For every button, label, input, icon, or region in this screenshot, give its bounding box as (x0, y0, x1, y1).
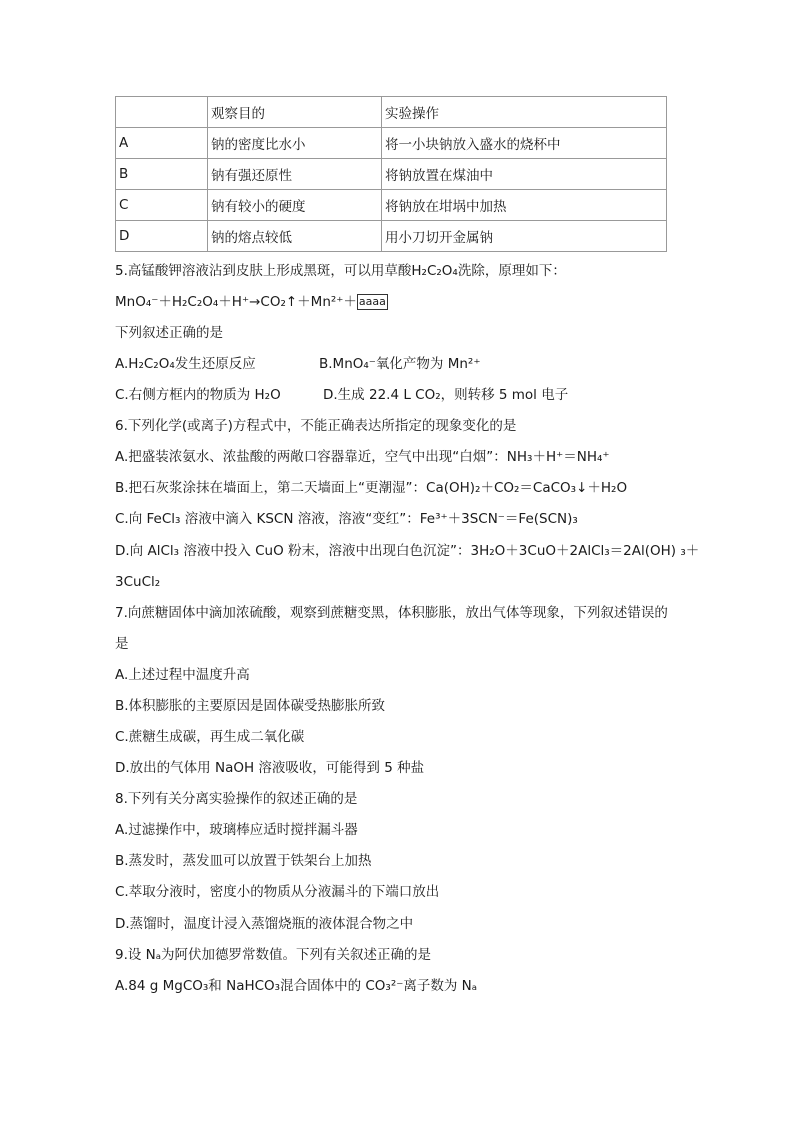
table-cell: 将钠放在坩埚中加热 (382, 190, 667, 221)
q5-options-row1 (115, 354, 480, 374)
q5-option-a: A.H₂C₂O₄发生还原反应 (115, 356, 256, 372)
q6-option-d-cont: 3CuCl₂ (115, 574, 161, 590)
q9-option-a: A.84 g MgCO₃和 NaHCO₃混合固体中的 CO₃²⁻离子数为 Nₐ (115, 978, 478, 994)
q6-option-a: A.把盛装浓氨水、浓盐酸的两敞口容器靠近，空气中出现“白烟”：NH₃＋H⁺＝NH₄⁺ (115, 449, 610, 465)
q5-prompt: 下列叙述正确的是 (115, 325, 223, 341)
q9-stem: 9.设 Nₐ为阿伏加德罗常数值。下列有关叙述正确的是 (115, 947, 432, 963)
table-cell: C (116, 190, 208, 221)
table-row (116, 190, 667, 221)
q7-option-b: B.体积膨胀的主要原因是固体碳受热膨胀所致 (115, 698, 386, 714)
q5-option-d: D.生成 22.4 L CO₂，则转移 5 mol 电子 (323, 387, 569, 403)
table-cell: 将钠放置在煤油中 (382, 159, 667, 190)
table-cell: 用小刀切开金属钠 (382, 221, 667, 252)
q5-option-b: B.MnO₄⁻氧化产物为 Mn²⁺ (319, 356, 481, 372)
q8-stem: 8.下列有关分离实验操作的叙述正确的是 (115, 791, 358, 807)
table-row (116, 159, 667, 190)
q6-stem: 6.下列化学(或离子)方程式中，不能正确表达所指定的现象变化的是 (115, 418, 517, 434)
q5-equation: MnO₄⁻＋H₂C₂O₄＋H⁺→CO₂↑＋Mn²⁺＋ (115, 294, 357, 310)
q5-option-c: C.右侧方框内的物质为 H₂O (115, 387, 281, 403)
table-header-row (116, 97, 667, 128)
table-cell: 钠有强还原性 (208, 159, 382, 190)
q5-stem: 5.高锰酸钾溶液沾到皮肤上形成黑斑，可以用草酸H₂C₂O₄洗除，原理如下： (115, 263, 566, 279)
table-cell: A (116, 128, 208, 159)
table-cell: 将一小块钠放入盛水的烧杯中 (382, 128, 667, 159)
table-header-cell (116, 97, 208, 128)
q8-option-a: A.过滤操作中，玻璃棒应适时搅拌漏斗器 (115, 822, 358, 838)
q8-option-d: D.蒸馏时，温度计浸入蒸馏烧瓶的液体混合物之中 (115, 916, 414, 932)
table-cell: 钠有较小的硬度 (208, 190, 382, 221)
q5-answer-box: aaaa (358, 295, 386, 308)
table-cell: D (116, 221, 208, 252)
table-cell: 钠的熔点较低 (208, 221, 382, 252)
q6-option-c: C.向 FeCl₃ 溶液中滴入 KSCN 溶液，溶液“变红”：Fe³⁺＋3SCN⁻＝Fe(SCN)₃ (115, 511, 578, 527)
table-header-cell: 观察目的 (208, 97, 382, 128)
table-row (116, 221, 667, 252)
q8-option-c: C.萃取分液时，密度小的物质从分液漏斗的下端口放出 (115, 884, 440, 900)
options-table (115, 96, 667, 252)
q6-option-d: D.向 AlCl₃ 溶液中投入 CuO 粉末，溶液中出现白色沉淀”：3H₂O＋3CuO＋2AlCl₃＝2Al(OH) ₃＋ (115, 543, 700, 559)
q5-options-row2 (115, 385, 568, 405)
table-cell: 钠的密度比水小 (208, 128, 382, 159)
q7-option-d: D.放出的气体用 NaOH 溶液吸收，可能得到 5 种盐 (115, 760, 425, 776)
q5-equation-line (115, 292, 388, 312)
q7-option-a: A.上述过程中温度升高 (115, 667, 250, 683)
q6-option-b: B.把石灰浆涂抹在墙面上，第二天墙面上“更潮湿”：Ca(OH)₂＋CO₂＝CaCO₃↓＋H₂O (115, 480, 628, 496)
table-cell: B (116, 159, 208, 190)
table-header-cell: 实验操作 (382, 97, 667, 128)
q7-stem-cont: 是 (115, 636, 129, 652)
q8-option-b: B.蒸发时，蒸发皿可以放置于铁架台上加热 (115, 853, 372, 869)
q7-option-c: C.蔗糖生成碳，再生成二氧化碳 (115, 729, 305, 745)
q7-stem: 7.向蔗糖固体中滴加浓硫酸，观察到蔗糖变黑，体积膨胀，放出气体等现象，下列叙述错误的 (115, 605, 668, 621)
table-row (116, 128, 667, 159)
